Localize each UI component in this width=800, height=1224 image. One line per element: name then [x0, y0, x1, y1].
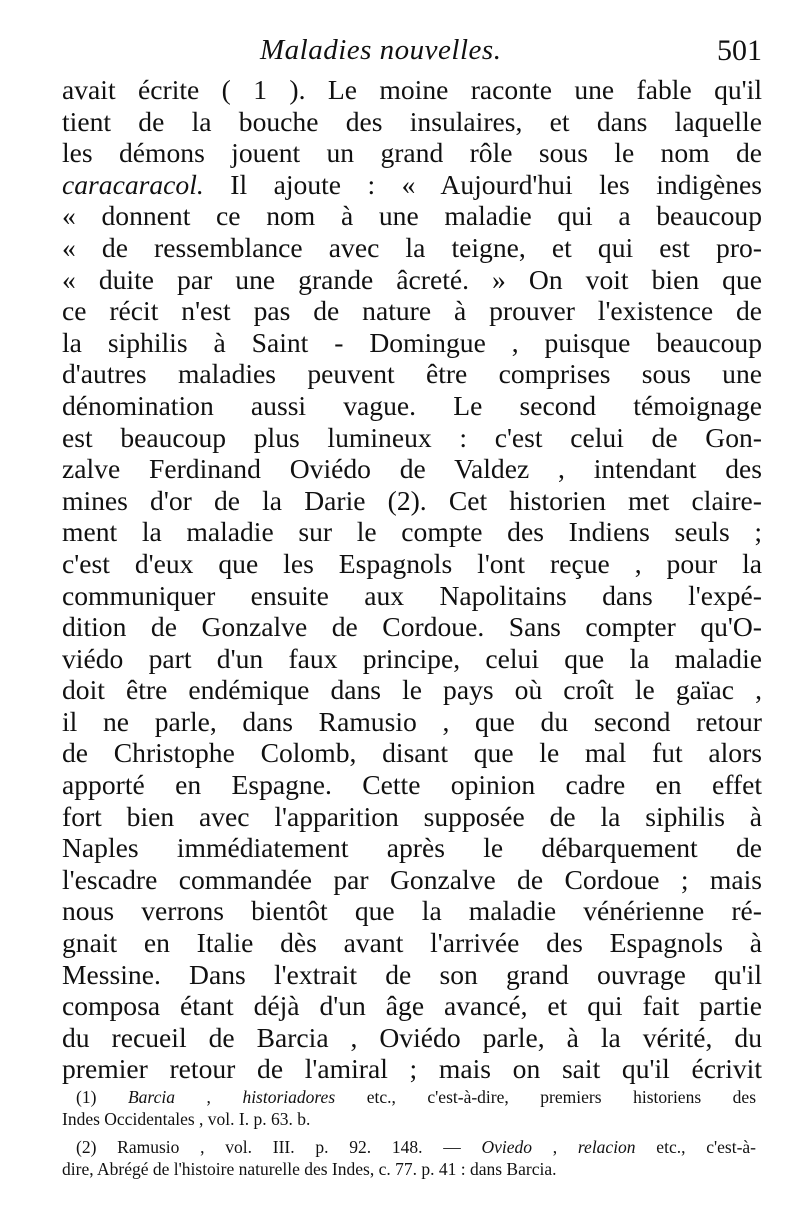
text-line — [62, 453, 762, 485]
running-title: Maladies nouvelles. — [260, 34, 502, 66]
text-run: ment la maladie sur le compte des Indiens seuls ; — [62, 516, 762, 548]
text-line — [62, 706, 762, 738]
text-run: (1) — [76, 1087, 128, 1107]
text-line — [62, 200, 762, 232]
footnote-line — [62, 1136, 756, 1158]
page-number: 501 — [717, 34, 762, 67]
text-run: avait écrite ( 1 ). Le moine raconte une fable qu'il — [62, 74, 762, 105]
text-run: premier retour de l'amiral ; mais on sait qu'il écrivit — [62, 1053, 762, 1085]
text-line — [62, 327, 762, 359]
text-run: Indes Occidentales , vol. I. p. 63. b. — [62, 1109, 311, 1129]
text-line — [62, 358, 762, 390]
text-run: c'est d'eux que les Espagnols l'ont reçue , pour la — [62, 547, 762, 579]
text-run: viédo part d'un faux principe, celui que la maladie — [62, 642, 762, 674]
italic-text: Barcia — [127, 1087, 175, 1107]
text-line — [62, 895, 762, 927]
text-line — [62, 864, 762, 896]
text-run: communiquer ensuite aux Napolitains dans l'expé- — [62, 579, 762, 611]
text-line — [62, 74, 762, 106]
text-line — [62, 769, 762, 801]
text-run: dénomination aussi vague. Le second témoignage — [62, 389, 762, 421]
text-run: « duite par une grande âcreté. » On voit bien que — [62, 263, 762, 295]
text-line — [62, 1022, 762, 1054]
text-run: fort bien avec l'apparition supposée de la siphilis à — [62, 800, 762, 832]
text-line — [62, 106, 762, 138]
text-run: du recueil de Barcia , Oviédo parle, à la vérité, du — [62, 1021, 762, 1053]
text-run: , — [174, 1087, 243, 1107]
text-line — [62, 485, 762, 517]
text-line — [62, 643, 762, 675]
italic-text: historiadores — [242, 1087, 336, 1107]
text-run: de Christophe Colomb, disant que le mal fut alors — [62, 737, 762, 769]
text-run: Messine. Dans l'extrait de son grand ouvrage qu'il — [62, 958, 762, 990]
text-line — [62, 295, 762, 327]
text-run: composa étant déjà d'un âge avancé, et qui fait partie — [62, 990, 762, 1022]
text-line — [62, 169, 762, 201]
text-run: Il ajoute : « Aujourd'hui les indigènes — [203, 168, 762, 200]
italic-text: caracaracol. — [62, 168, 204, 200]
text-line — [62, 422, 762, 454]
italic-text: Oviedo — [481, 1137, 533, 1157]
text-run: etc., c'est-à- — [635, 1137, 756, 1157]
text-line — [62, 990, 762, 1022]
text-run: tient de la bouche des insulaires, et dans laquelle — [62, 105, 762, 137]
text-run: , — [532, 1137, 578, 1157]
text-line — [62, 801, 762, 833]
text-run: dition de Gonzalve de Cordoue. Sans compter qu'O- — [62, 611, 762, 643]
footnote-1 — [62, 1086, 756, 1130]
text-run: dire, Abrégé de l'histoire naturelle des Indes, c. 77. p. 41 : dans Barcia. — [62, 1159, 557, 1179]
footnote-line — [62, 1108, 756, 1130]
text-line — [62, 737, 762, 769]
text-line — [62, 390, 762, 422]
footnote-line — [62, 1158, 756, 1180]
text-run: doit être endémique dans le pays où croît le gaïac , — [62, 674, 762, 706]
text-line — [62, 959, 762, 991]
text-line — [62, 1053, 762, 1085]
text-line — [62, 674, 762, 706]
footnote-line — [62, 1086, 756, 1108]
text-run: zalve Ferdinand Oviédo de Valdez , intendant des — [62, 453, 762, 485]
text-run: mines d'or de la Darie (2). Cet historien met claire- — [62, 484, 762, 516]
text-line — [62, 927, 762, 959]
italic-text: relacion — [577, 1137, 636, 1157]
page-header — [62, 28, 762, 74]
text-line — [62, 137, 762, 169]
text-run: etc., c'est-à-dire, premiers historiens des — [335, 1087, 757, 1107]
text-run: les démons jouent un grand rôle sous le nom de — [62, 137, 762, 169]
text-line — [62, 580, 762, 612]
text-run: l'escadre commandée par Gonzalve de Cordoue ; mais — [62, 863, 762, 895]
footnotes — [62, 1086, 756, 1180]
text-run: il ne parle, dans Ramusio , que du second retour — [62, 705, 762, 737]
text-line — [62, 264, 762, 296]
text-run: Naples immédiatement après le débarquement de — [62, 832, 762, 864]
text-run: la siphilis à Saint - Domingue , puisque beaucoup — [62, 326, 762, 358]
text-line — [62, 516, 762, 548]
text-run: (2) Ramusio , vol. III. p. 92. 148. — — [76, 1137, 482, 1157]
footnote-2 — [62, 1136, 756, 1180]
text-run: gnait en Italie dès avant l'arrivée des Espagnols à — [62, 927, 762, 959]
text-run: apporté en Espagne. Cette opinion cadre en effet — [62, 769, 762, 801]
text-run: est beaucoup plus lumineux : c'est celui de Gon- — [62, 421, 762, 453]
text-run: « donnent ce nom à une maladie qui a beaucoup — [62, 200, 762, 232]
body-text — [62, 74, 762, 1085]
text-run: d'autres maladies peuvent être comprises sous une — [62, 358, 762, 390]
text-line — [62, 611, 762, 643]
text-run: « de ressemblance avec la teigne, et qui est pro- — [62, 231, 762, 263]
text-line — [62, 832, 762, 864]
book-page — [62, 28, 762, 1085]
text-run: ce récit n'est pas de nature à prouver l'existence de — [62, 295, 762, 327]
text-line — [62, 548, 762, 580]
text-line — [62, 232, 762, 264]
text-run: nous verrons bientôt que la maladie vénérienne ré- — [62, 895, 762, 927]
